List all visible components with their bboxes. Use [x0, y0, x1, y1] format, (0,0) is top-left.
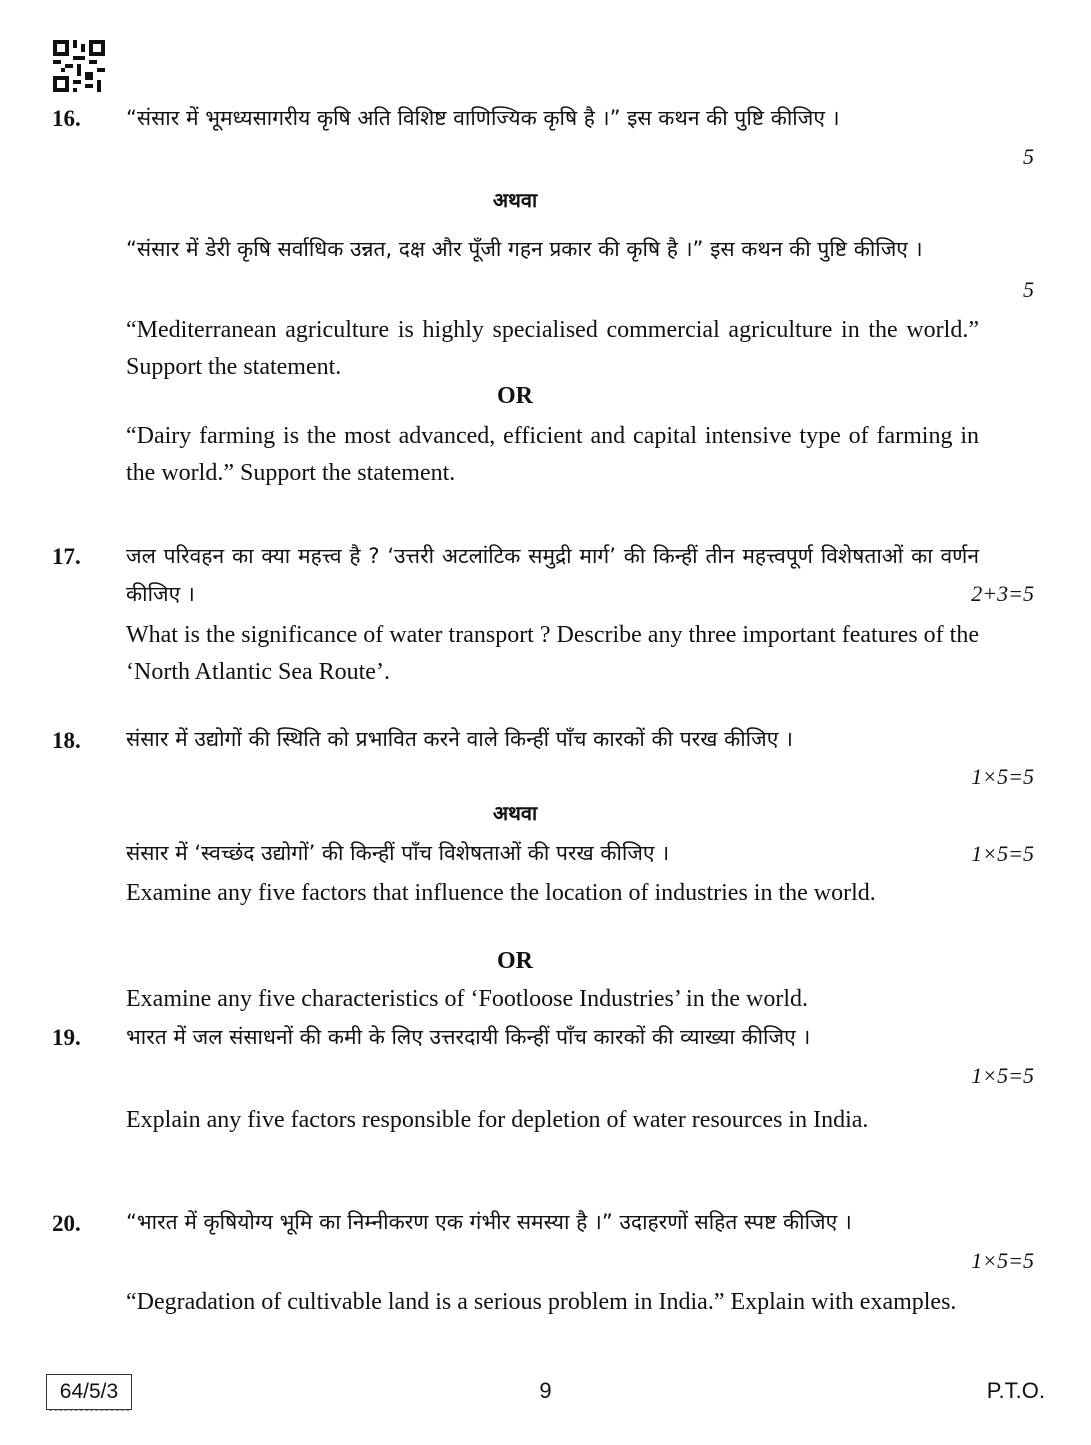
please-turn-over: P.T.O.	[986, 1378, 1045, 1403]
question-number-16: 16.	[52, 106, 81, 131]
question-16-marks: 5	[1023, 144, 1034, 169]
page-number: 9	[539, 1378, 552, 1403]
question-17-english: What is the significance of water transport ? Describe any three important features of the ‘North Atlantic Sea Route’.	[126, 622, 979, 685]
question-18-or-english: OR	[497, 948, 533, 974]
question-number-20: 20.	[52, 1211, 81, 1236]
question-18-marks: 1×5=5	[971, 764, 1034, 789]
question-17-hindi: जल परिवहन का क्या महत्त्व है ? ‘उत्तरी अटलांटिक समुद्री मार्ग’ की किन्हीं तीन महत्त्वपूर्ण विशेषताओं का वर्णन कीजिए ।	[126, 544, 979, 606]
question-16-hindi-alternative: “संसार में डेरी कृषि सर्वाधिक उन्नत, दक्ष और पूँजी गहन प्रकार की कृषि है ।” इस कथन की पुष्टि कीजिए ।	[126, 237, 923, 261]
question-19-marks: 1×5=5	[971, 1063, 1034, 1088]
question-16-marks-alternative: 5	[1023, 277, 1034, 302]
question-17-marks: 2+3=5	[971, 581, 1034, 606]
question-16-english: “Mediterranean agriculture is highly specialised commercial agriculture in the world.” Support the statement.	[126, 317, 979, 380]
question-number-17: 17.	[52, 544, 81, 569]
question-18-marks-alternative: 1×5=5	[971, 841, 1034, 866]
question-18-english: Examine any five factors that influence the location of industries in the world.	[126, 880, 876, 906]
question-16-or-english: OR	[497, 383, 533, 409]
question-16-english-alternative: “Dairy farming is the most advanced, efficient and capital intensive type of farming in the world.” Support the statement.	[126, 423, 979, 486]
question-18-or-hindi: अथवा	[492, 801, 538, 825]
question-18-english-alternative: Examine any five characteristics of ‘Footloose Industries’ in the world.	[126, 986, 809, 1012]
question-20-hindi: “भारत में कृषियोग्य भूमि का निम्नीकरण एक गंभीर समस्या है ।” उदाहरणों सहित स्पष्ट कीजिए ।	[126, 1210, 852, 1234]
paper-code: 64/5/3	[46, 1374, 132, 1410]
question-20-english: “Degradation of cultivable land is a serious problem in India.” Explain with examples.	[126, 1289, 957, 1315]
qr-code	[53, 40, 105, 92]
question-16-or-hindi: अथवा	[492, 188, 538, 212]
question-number-19: 19.	[52, 1025, 81, 1050]
question-19-hindi: भारत में जल संसाधनों की कमी के लिए उत्तरदायी किन्हीं पाँच कारकों की व्याख्या कीजिए ।	[126, 1025, 811, 1049]
question-18-hindi-alternative: संसार में ‘स्वच्छंद उद्योगों’ की किन्हीं पाँच विशेषताओं की परख कीजिए ।	[126, 841, 670, 865]
question-16-hindi: “संसार में भूमध्यसागरीय कृषि अति विशिष्ट वाणिज्यिक कृषि है ।” इस कथन की पुष्टि कीजिए ।	[126, 106, 840, 130]
question-20-marks: 1×5=5	[971, 1248, 1034, 1273]
question-19-english: Explain any five factors responsible for depletion of water resources in India.	[126, 1107, 869, 1133]
question-number-18: 18.	[52, 728, 81, 753]
question-18-hindi: संसार में उद्योगों की स्थिति को प्रभावित करने वाले किन्हीं पाँच कारकों की परख कीजिए ।	[126, 727, 793, 751]
